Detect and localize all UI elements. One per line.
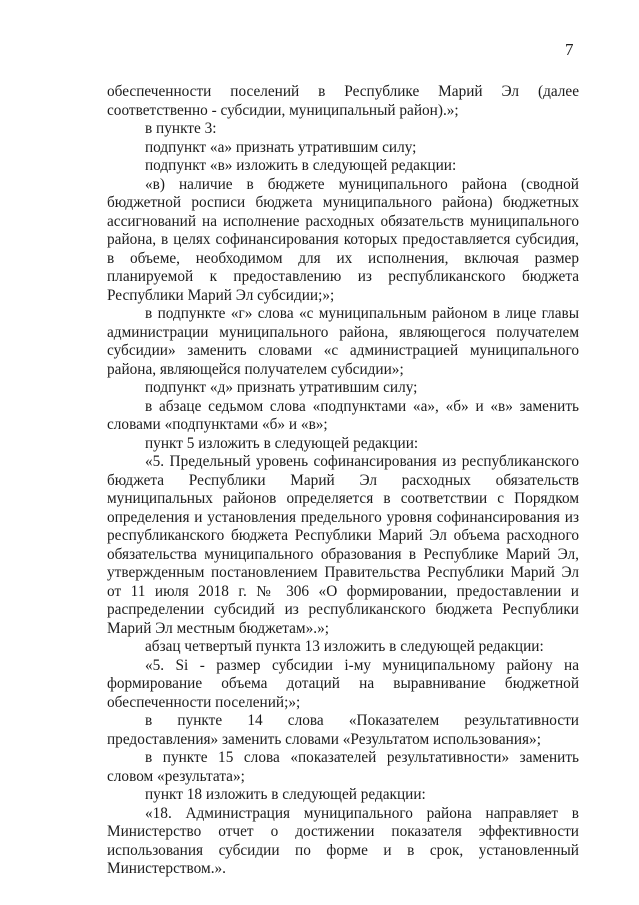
paragraph: подпункт «в» изложить в следующей редакции:	[145, 157, 457, 174]
paragraph: в абзаце седьмом слова «подпунктами «а», «б» и «в» заменить словами «подпунктами «б» и «в»;	[107, 397, 579, 433]
document-body	[107, 83, 579, 879]
paragraph: «в) наличие в бюджете муниципального района (сводной бюджетной росписи бюджета муниципального района) бюджетных ассигнований на исполнение расходных обязательств муниципального района, в целях софинансирования которых предоставляется субсидия, в объеме, необходимом для их исполнения, включая размер планируемой к предоставлению из республиканского бюджета Республики Марий Эл субсидии;»;	[107, 175, 579, 304]
paragraph: в подпункте «г» слова «с муниципальным районом в лице главы администрации муниципального района, являющегося получателем субсидии» заменить словами «с администрацией муниципального района, являющейся получателем субсидии»;	[107, 305, 579, 378]
page-number: 7	[565, 40, 574, 59]
paragraph: абзац четвертый пункта 13 изложить в следующей редакции:	[145, 638, 544, 655]
paragraph: в пункте 14 слова «Показателем результативности предоставления» заменить словами «Результатом использования»;	[107, 712, 579, 748]
paragraph: подпункт «а» признать утратившим силу;	[145, 138, 417, 156]
paragraph: пункт 18 изложить в следующей редакции:	[145, 786, 426, 803]
paragraph: в пункте 15 слова «показателей результативности» заменить словом «результата»;	[107, 749, 579, 785]
paragraph: в пункте 3:	[145, 120, 217, 137]
paragraph: «5. Предельный уровень софинансирования из республиканского бюджета Республики Марий Эл расходных обязательств муниципальных районов определяется в соответствии с Порядком определения и установления предельного уровня софинансирования из республиканского бюджета Республики Марий Эл объема расходного обязательства муниципального образования в Республике Марий Эл, утвержденным постановлением Правительства Республики Марий Эл от 11 июля 2018 г. № 306 «О формировании, предоставлении и распределении субсидий из республиканского бюджета Республики Марий Эл местным бюджетам».»;	[107, 453, 579, 637]
paragraph: «18. Администрация муниципального района направляет в Министерство отчет о достижении показателя эффективности использования субсидии по форме и в срок, установленный Министерством.».	[107, 804, 579, 877]
paragraph: подпункт «д» признать утратившим силу;	[145, 379, 418, 396]
paragraph: пункт 5 изложить в следующей редакции:	[145, 434, 419, 452]
paragraph: «5. Si - размер субсидии i-му муниципальному району на формирование объема дотаций на выравнивание бюджетной обеспеченности поселений;»;	[107, 656, 579, 711]
paragraph: обеспеченности поселений в Республике Марий Эл (далее соответственно - субсидии, муниципальный район).»;	[107, 83, 579, 119]
